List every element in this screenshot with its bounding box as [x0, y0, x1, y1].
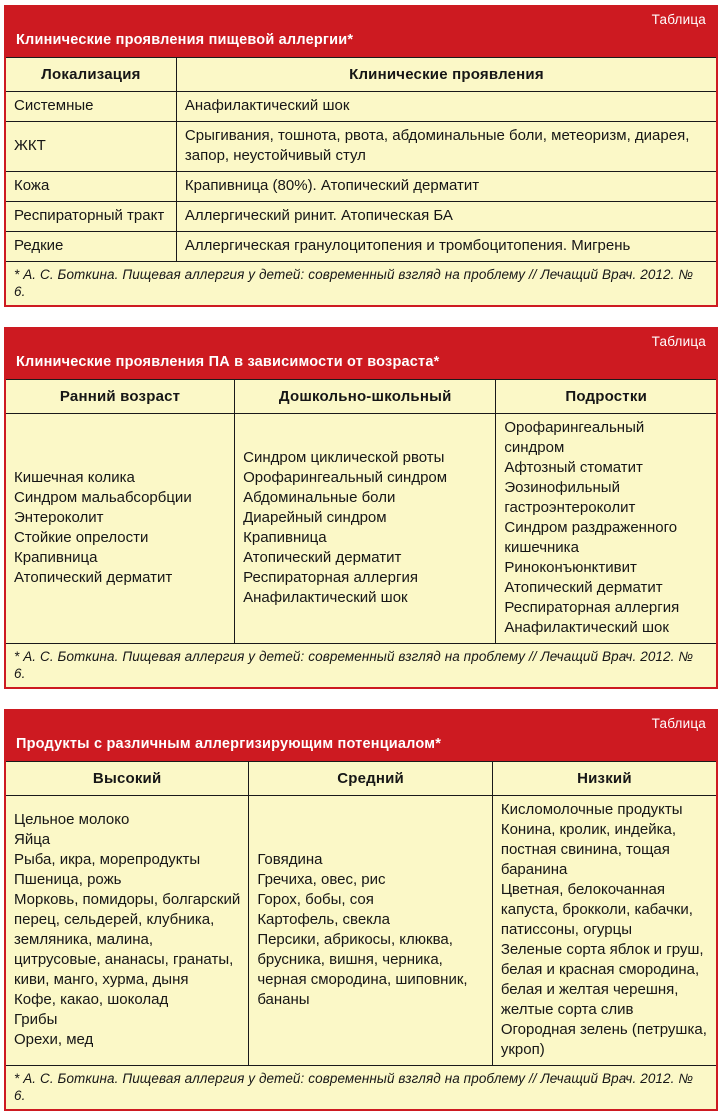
- table-cell-preschool-school: [235, 414, 496, 644]
- list-item: Атопический дерматит: [243, 549, 402, 566]
- list-item: Кишечная колика: [14, 469, 135, 486]
- table-card-manifestations-by-age: [4, 327, 718, 689]
- list-item: Респираторная аллергия: [504, 599, 680, 616]
- list-item: Морковь, помидоры, болгарский перец, сельдерей, клубника, земляника, малина, цитрусовые, ананасы, гранаты, киви, манго, хурма, дыня: [14, 891, 241, 988]
- column-header: Низкий: [492, 762, 716, 796]
- table-cell-high-potential: [6, 796, 249, 1066]
- data-table: [6, 379, 716, 644]
- table-cell: Срыгивания, тошнота, рвота, абдоминальные боли, метеоризм, диарея, запор, неустойчивый стул: [176, 122, 716, 172]
- table-row: [6, 232, 716, 262]
- list-item: Конина, кролик, индейка, постная свинина, тощая баранина: [500, 821, 677, 878]
- table-row: [6, 796, 716, 1066]
- table-cell-adolescents: [496, 414, 716, 644]
- list-item: Синдром раздраженного кишечника: [504, 519, 678, 556]
- table-label: Таблица: [651, 716, 706, 731]
- table-header-bar: [6, 711, 716, 761]
- table-cell-low-potential: [492, 796, 716, 1066]
- table-cell: Редкие: [6, 232, 176, 262]
- list-item: Орехи, мед: [14, 1031, 94, 1048]
- header-row: [6, 380, 716, 414]
- list-item: Орофарингеальный синдром: [243, 469, 448, 486]
- list-item: Персики, абрикосы, клюква, брусника, вишня, черника, черная смородина, шиповник, бананы: [257, 931, 468, 1008]
- table-footnote: * А. С. Боткина. Пищевая аллергия у детей: современный взгляд на проблему // Лечащий Врач. 2012. № 6.: [14, 267, 694, 299]
- table-card-allergenic-products: [4, 709, 718, 1111]
- table-cell: Кожа: [6, 172, 176, 202]
- list-item: Цельное молоко: [14, 811, 130, 828]
- list-item: Картофель, свекла: [257, 911, 391, 928]
- list-item: Огородная зелень (петрушка, укроп): [500, 1021, 707, 1058]
- list-item: Анафилактический шок: [243, 589, 408, 606]
- list-item: Говядина: [257, 851, 323, 868]
- list-item: Зеленые сорта яблок и груш, белая и красная смородина, белая и желтая черешня, желтые сорта слив: [500, 941, 704, 1018]
- table-footnote: * А. С. Боткина. Пищевая аллергия у детей: современный взгляд на проблему // Лечащий Врач. 2012. № 6.: [14, 649, 694, 681]
- data-table: [6, 761, 716, 1066]
- list-item: Крапивница: [243, 529, 327, 546]
- table-row: [6, 172, 716, 202]
- data-table: [6, 57, 716, 262]
- table-row: [6, 122, 716, 172]
- list-item: Кофе, какао, шоколад: [14, 991, 169, 1008]
- table-header-bar: [6, 329, 716, 379]
- list-item: Диарейный синдром: [243, 509, 387, 526]
- list-item: Пшеница, рожь: [14, 871, 122, 888]
- column-header: Средний: [249, 762, 493, 796]
- table-cell: Аллергический ринит. Атопическая БА: [176, 202, 716, 232]
- table-card-food-allergy-manifestations: [4, 5, 718, 307]
- table-row: [6, 202, 716, 232]
- list-item: Риноконъюнктивит: [504, 559, 637, 576]
- table-label: Таблица: [651, 12, 706, 27]
- list-item: Синдром циклической рвоты: [243, 449, 445, 466]
- table-footnote: * А. С. Боткина. Пищевая аллергия у детей: современный взгляд на проблему // Лечащий Врач. 2012. № 6.: [14, 1071, 694, 1103]
- table-header-bar: [6, 7, 716, 57]
- table-title: Клинические проявления ПА в зависимости от возраста*: [16, 354, 440, 370]
- list-item: Эозинофильный гастроэнтероколит: [504, 479, 636, 516]
- table-row: [6, 92, 716, 122]
- column-header: Клинические проявления: [176, 58, 716, 92]
- column-header: Подростки: [496, 380, 716, 414]
- column-header: Ранний возраст: [6, 380, 235, 414]
- table-cell: Респираторный тракт: [6, 202, 176, 232]
- table-title: Клинические проявления пищевой аллергии*: [16, 32, 354, 48]
- list-item: Цветная, белокочанная капуста, брокколи, кабачки, патиссоны, огурцы: [500, 881, 693, 938]
- list-item: Синдром мальабсорбции: [14, 489, 192, 506]
- column-header: Локализация: [6, 58, 176, 92]
- list-item: Кисломолочные продукты: [500, 801, 683, 818]
- table-cell: Аллергическая гранулоцитопения и тромбоцитопения. Мигрень: [176, 232, 716, 262]
- table-row: [6, 414, 716, 644]
- table-cell: Анафилактический шок: [176, 92, 716, 122]
- list-item: Атопический дерматит: [14, 569, 173, 586]
- table-cell: ЖКТ: [6, 122, 176, 172]
- list-item: Рыба, икра, морепродукты: [14, 851, 201, 868]
- list-item: Яйца: [14, 831, 51, 848]
- table-label: Таблица: [651, 334, 706, 349]
- list-item: Крапивница: [14, 549, 98, 566]
- header-row: [6, 58, 716, 92]
- list-item: Энтероколит: [14, 509, 104, 526]
- table-cell-medium-potential: [249, 796, 493, 1066]
- list-item: Абдоминальные боли: [243, 489, 396, 506]
- column-header: Высокий: [6, 762, 249, 796]
- list-item: Гречиха, овес, рис: [257, 871, 386, 888]
- list-item: Стойкие опрелости: [14, 529, 149, 546]
- list-item: Орофарингеальный синдром: [504, 419, 645, 456]
- list-item: Афтозный стоматит: [504, 459, 643, 476]
- list-item: Атопический дерматит: [504, 579, 663, 596]
- list-item: Грибы: [14, 1011, 58, 1028]
- table-title: Продукты с различным аллергизирующим потенциалом*: [16, 736, 442, 752]
- table-cell: Системные: [6, 92, 176, 122]
- table-cell: Крапивница (80%). Атопический дерматит: [176, 172, 716, 202]
- list-item: Анафилактический шок: [504, 619, 669, 636]
- header-row: [6, 762, 716, 796]
- table-cell-early-age: [6, 414, 235, 644]
- list-item: Респираторная аллергия: [243, 569, 418, 586]
- column-header: Дошкольно-школьный: [235, 380, 496, 414]
- list-item: Горох, бобы, соя: [257, 891, 374, 908]
